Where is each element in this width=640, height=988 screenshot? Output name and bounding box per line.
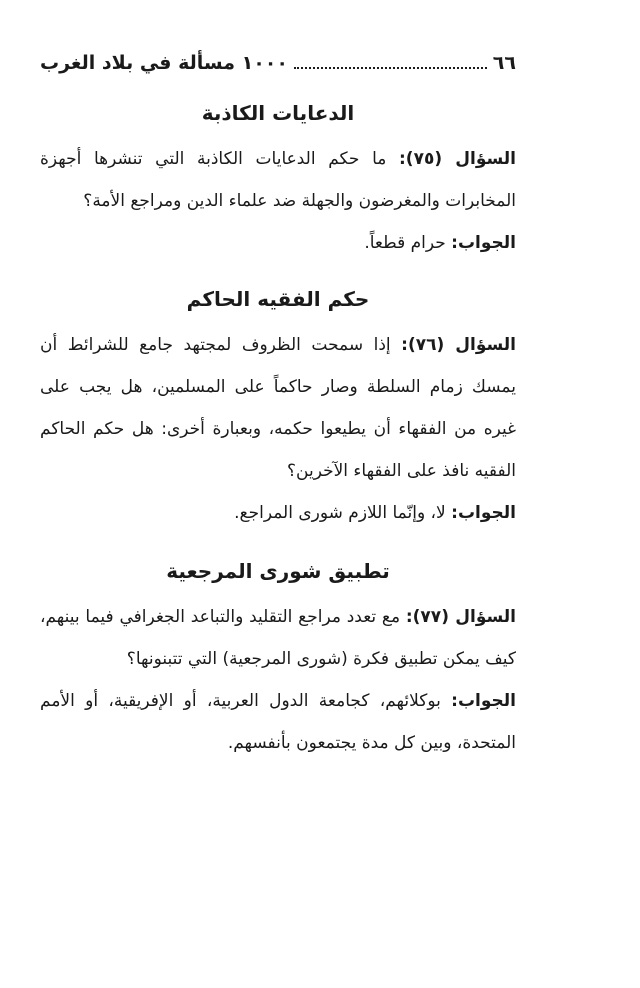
question-label: السؤال (٧٧): <box>405 607 516 627</box>
question-text: مع تعدد مراجع التقليد والتباعد الجغرافي فيما بينهم، كيف يمكن تطبيق فكرة (شورى المرجعية) التي تتبنونها؟ <box>40 607 516 669</box>
question-76 <box>40 324 516 492</box>
answer-label: الجواب: <box>451 691 516 711</box>
question-75 <box>40 138 516 222</box>
question-label: السؤال (٧٦): <box>401 335 517 355</box>
question-77 <box>40 596 516 680</box>
header-leader-dots <box>294 53 487 69</box>
section-title-ruling-jurist: حكم الفقيه الحاكم <box>186 287 370 311</box>
answer-text: حرام قطعاً. <box>364 233 446 253</box>
book-title: ١٠٠٠ مسألة في بلاد الغرب <box>40 52 288 74</box>
answer-76 <box>40 492 516 534</box>
running-header <box>40 48 516 78</box>
answer-label: الجواب: <box>451 503 516 523</box>
question-text: إذا سمحت الظروف لمجتهد جامع للشرائط أن يمسك زمام السلطة وصار حاكماً على المسلمين، هل يجب على غيره من الفقهاء أن يطيعوا حكمه، وبعبارة أخرى: هل حكم الحاكم الفقيه نافذ على الفقهاء الآخرين؟ <box>40 335 516 481</box>
answer-text: بوكلائهم، كجامعة الدول العربية، أو الإفريقية، أو الأمم المتحدة، وبين كل مدة يجتمعون بأنفسهم. <box>40 691 516 753</box>
page-number: ٦٦ <box>492 52 516 74</box>
question-text: ما حكم الدعايات الكاذبة التي تنشرها أجهزة المخابرات والمغرضون والجهلة ضد علماء الدين ومراجع الأمة؟ <box>40 149 516 211</box>
section-title-false-propaganda: الدعايات الكاذبة <box>201 101 355 125</box>
section-title-marjaiya-shura: تطبيق شورى المرجعية <box>166 559 390 583</box>
answer-text: لا، وإنّما اللازم شورى المراجع. <box>234 503 446 523</box>
answer-75 <box>40 222 516 264</box>
book-page <box>40 48 516 764</box>
answer-label: الجواب: <box>451 233 516 253</box>
question-label: السؤال (٧٥): <box>399 149 517 169</box>
answer-77 <box>40 680 516 764</box>
